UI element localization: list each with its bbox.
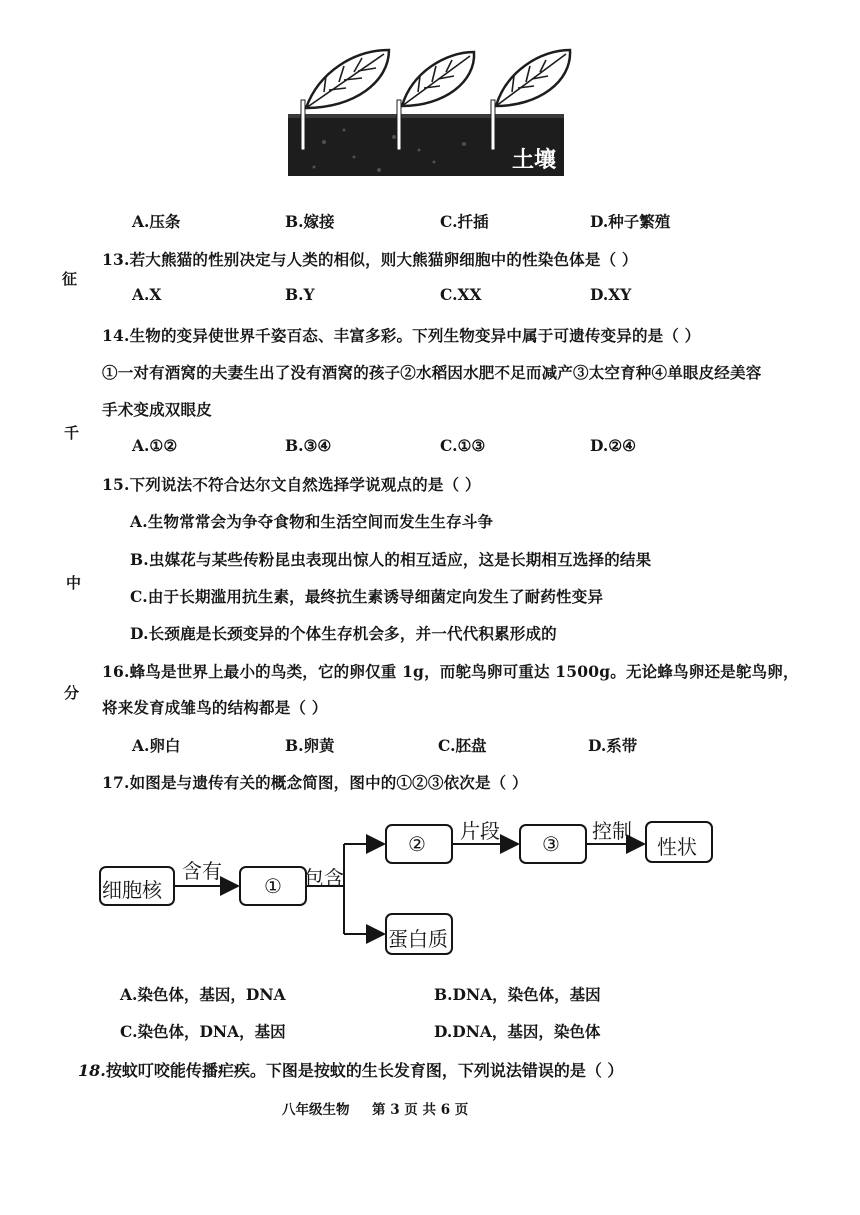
q13-option-c: C.XX: [440, 285, 482, 304]
label-fragment: 片段: [460, 819, 500, 843]
q18-number: 18.: [78, 1061, 106, 1080]
q13-option-d: D.XY: [590, 285, 632, 304]
q13-option-b: B.Y: [285, 285, 315, 304]
q15-option-d: D.长颈鹿是长颈变异的个体生存机会多，并一代代积累形成的: [130, 624, 557, 643]
q15-stem: 15.下列说法不符合达尔文自然选择学说观点的是（ ）: [102, 475, 481, 494]
q14-stem: 14.生物的变异使世界千姿百态、丰富多彩。下列生物变异中属于可遗传变异的是（ ）: [102, 326, 701, 345]
footer-subject: 八年级生物: [282, 1102, 350, 1118]
q12-option-c: C.扦插: [440, 212, 489, 231]
q14-line2: 手术变成双眼皮: [102, 400, 212, 419]
q18-text: 按蚊叮咬能传播疟疾。下图是按蚊的生长发育图，下列说法错误的是（ ）: [105, 1061, 624, 1080]
q15-option-c: C.由于长期滥用抗生素，最终抗生素诱导细菌定向发生了耐药性变异: [130, 587, 604, 606]
q16-option-d: D.系带: [588, 736, 638, 755]
label-contains: 含有: [182, 859, 222, 883]
q12-option-b: B.嫁接: [285, 212, 335, 231]
q18-stem: [78, 1058, 623, 1081]
q12-option-a: A.压条: [132, 212, 181, 231]
footer-page: 第 3 页 共 6 页: [372, 1102, 469, 1118]
q12-option-d: D.种子繁殖: [590, 212, 671, 231]
soil-label: 土壤: [512, 148, 557, 173]
q17-option-c: C.染色体，DNA，基因: [120, 1022, 286, 1041]
margin-mark-2: 千: [64, 424, 80, 442]
margin-mark-3: 中: [66, 574, 82, 592]
q14-option-c: C.①③: [440, 436, 486, 455]
q14-line1: ①一对有酒窝的夫妻生出了没有酒窝的孩子②水稻因水肥不足而减产③太空育种④单眼皮经美容: [102, 363, 762, 382]
q16-option-b: B.卵黄: [285, 736, 335, 755]
q17-option-a: A.染色体，基因，DNA: [120, 985, 286, 1004]
q17-option-b: B.DNA，染色体，基因: [434, 985, 601, 1004]
q15-option-b: B.虫媒花与某些传粉昆虫表现出惊人的相互适应，这是长期相互选择的结果: [130, 550, 652, 569]
margin-mark-4: 分: [64, 684, 80, 702]
q16-stem-line1: 16.蜂鸟是世界上最小的鸟类，它的卵仅重 1g，而鸵鸟卵可重达 1500g。无论蜂鸟卵还是鸵鸟卵，: [102, 662, 799, 681]
q16-option-c: C.胚盘: [438, 736, 487, 755]
q16-stem-line2: 将来发育成雏鸟的结构都是（ ）: [102, 698, 328, 717]
q13-stem: 13.若大熊猫的性别决定与人类的相似，则大熊猫卵细胞中的性染色体是（ ）: [102, 250, 638, 269]
q17-stem: 17.如图是与遗传有关的概念简图，图中的①②③依次是（ ）: [102, 773, 528, 792]
q14-option-a: A.①②: [132, 436, 178, 455]
label-control: 控制: [592, 819, 632, 843]
label-box-2: ②: [408, 832, 426, 856]
label-box-3: ③: [542, 832, 560, 856]
margin-mark-1: 征: [62, 270, 78, 288]
q14-option-b: B.③④: [285, 436, 332, 455]
label-nucleus: 细胞核: [102, 878, 162, 902]
q16-option-a: A.卵白: [132, 736, 181, 755]
q14-option-d: D.②④: [590, 436, 637, 455]
q17-option-d: D.DNA，基因，染色体: [434, 1022, 601, 1041]
label-trait: 性状: [657, 835, 697, 859]
q13-option-a: A.X: [132, 285, 162, 304]
label-protein: 蛋白质: [388, 927, 448, 951]
label-box-1: ①: [264, 874, 282, 898]
q15-option-a: A.生物常常会为争夺食物和生活空间而发生生存斗争: [130, 512, 494, 531]
label-include: 包含: [304, 866, 344, 890]
